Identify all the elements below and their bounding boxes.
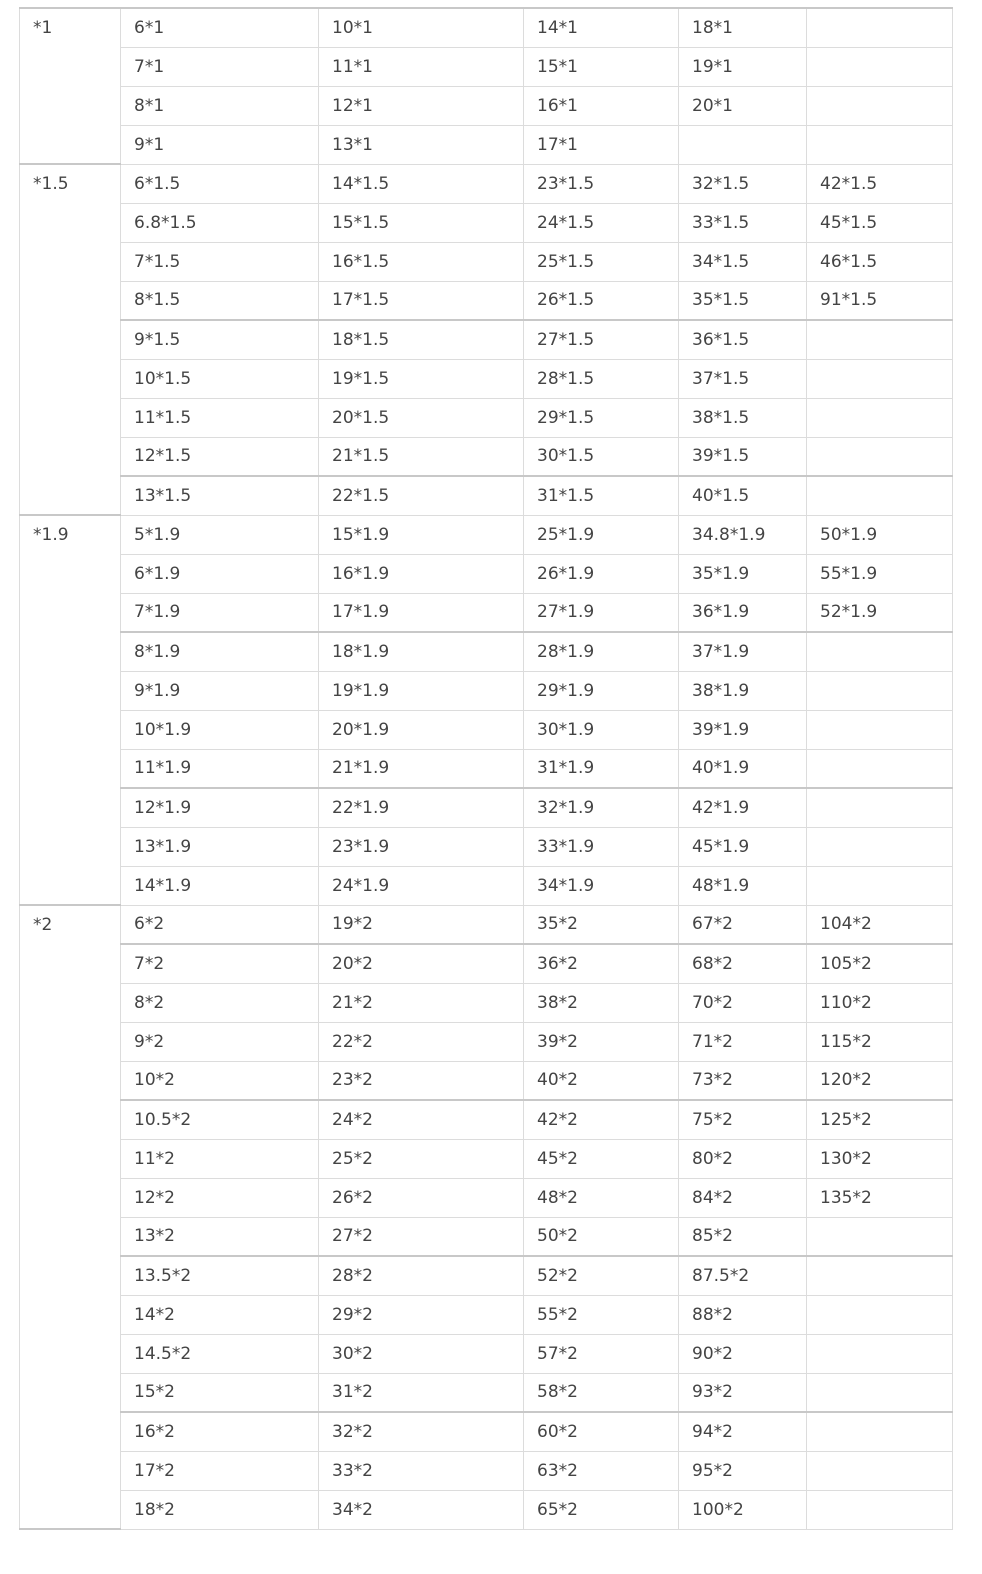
size-cell: 8*1.9 — [121, 632, 319, 671]
size-cell: 12*1 — [319, 86, 524, 125]
size-cell: 115*2 — [807, 1022, 953, 1061]
size-cell: 35*2 — [524, 905, 679, 944]
size-cell: 15*2 — [121, 1373, 319, 1412]
size-cell: 75*2 — [679, 1100, 807, 1139]
size-cell — [807, 1256, 953, 1295]
size-cell: 14*1 — [524, 8, 679, 47]
size-cell — [807, 788, 953, 827]
size-cell: 20*2 — [319, 944, 524, 983]
table-row — [20, 1256, 953, 1295]
size-cell: 40*1.9 — [679, 749, 807, 788]
size-cell: 6*1.9 — [121, 554, 319, 593]
size-cell: 6.8*1.5 — [121, 203, 319, 242]
size-cell: 60*2 — [524, 1412, 679, 1451]
size-cell: 29*1.5 — [524, 398, 679, 437]
size-cell: 55*1.9 — [807, 554, 953, 593]
size-cell: 48*1.9 — [679, 866, 807, 905]
size-cell: 13.5*2 — [121, 1256, 319, 1295]
size-cell: 28*1.5 — [524, 359, 679, 398]
size-cell: 26*1.9 — [524, 554, 679, 593]
size-cell: 32*2 — [319, 1412, 524, 1451]
size-cell: 18*1.9 — [319, 632, 524, 671]
size-cell: 22*1.9 — [319, 788, 524, 827]
size-cell: 125*2 — [807, 1100, 953, 1139]
size-cell: 10*1.5 — [121, 359, 319, 398]
group-label-cell: *1.5 — [20, 164, 121, 515]
size-cell — [679, 125, 807, 164]
size-cell: 17*1 — [524, 125, 679, 164]
size-cell — [807, 1295, 953, 1334]
size-cell: 105*2 — [807, 944, 953, 983]
size-cell: 31*2 — [319, 1373, 524, 1412]
size-cell: 17*1.9 — [319, 593, 524, 632]
table-row — [20, 398, 953, 437]
size-table — [19, 7, 953, 1530]
size-cell — [807, 632, 953, 671]
size-cell: 85*2 — [679, 1217, 807, 1256]
size-cell: 33*1.9 — [524, 827, 679, 866]
size-cell: 15*1.5 — [319, 203, 524, 242]
table-row — [20, 944, 953, 983]
size-cell: 20*1 — [679, 86, 807, 125]
size-cell: 46*1.5 — [807, 242, 953, 281]
size-cell: 73*2 — [679, 1061, 807, 1100]
size-cell: 15*1.9 — [319, 515, 524, 554]
size-cell: 31*1.9 — [524, 749, 679, 788]
size-cell: 19*1.5 — [319, 359, 524, 398]
size-cell — [807, 1373, 953, 1412]
table-row — [20, 749, 953, 788]
size-cell: 58*2 — [524, 1373, 679, 1412]
size-cell: 19*1.9 — [319, 671, 524, 710]
size-cell: 65*2 — [524, 1490, 679, 1529]
size-cell: 21*2 — [319, 983, 524, 1022]
size-cell: 35*1.5 — [679, 281, 807, 320]
size-cell: 71*2 — [679, 1022, 807, 1061]
size-cell — [807, 47, 953, 86]
size-cell: 26*2 — [319, 1178, 524, 1217]
size-cell: 12*2 — [121, 1178, 319, 1217]
size-cell: 16*1 — [524, 86, 679, 125]
size-cell: 7*1 — [121, 47, 319, 86]
size-cell: 55*2 — [524, 1295, 679, 1334]
size-table-body — [20, 8, 953, 1529]
size-cell: 25*1.5 — [524, 242, 679, 281]
size-cell: 13*1.9 — [121, 827, 319, 866]
table-row — [20, 1178, 953, 1217]
size-cell: 7*2 — [121, 944, 319, 983]
size-cell: 30*1.5 — [524, 437, 679, 476]
size-cell — [807, 476, 953, 515]
size-cell: 26*1.5 — [524, 281, 679, 320]
size-cell: 57*2 — [524, 1334, 679, 1373]
size-cell: 16*1.5 — [319, 242, 524, 281]
size-cell: 14.5*2 — [121, 1334, 319, 1373]
size-cell: 34*1.9 — [524, 866, 679, 905]
size-cell: 18*1.5 — [319, 320, 524, 359]
size-cell: 9*1.5 — [121, 320, 319, 359]
size-cell: 94*2 — [679, 1412, 807, 1451]
size-cell: 67*2 — [679, 905, 807, 944]
size-cell — [807, 125, 953, 164]
size-cell: 34.8*1.9 — [679, 515, 807, 554]
size-cell: 30*2 — [319, 1334, 524, 1373]
size-cell: 24*2 — [319, 1100, 524, 1139]
table-row — [20, 437, 953, 476]
size-cell: 32*1.5 — [679, 164, 807, 203]
size-cell: 40*1.5 — [679, 476, 807, 515]
size-cell: 36*2 — [524, 944, 679, 983]
size-cell: 11*1 — [319, 47, 524, 86]
table-row — [20, 671, 953, 710]
size-cell: 38*1.5 — [679, 398, 807, 437]
size-cell: 130*2 — [807, 1139, 953, 1178]
size-cell: 42*2 — [524, 1100, 679, 1139]
size-cell: 23*1.5 — [524, 164, 679, 203]
size-cell — [807, 1490, 953, 1529]
table-row — [20, 788, 953, 827]
size-cell: 34*1.5 — [679, 242, 807, 281]
size-cell: 39*2 — [524, 1022, 679, 1061]
size-cell: 14*1.5 — [319, 164, 524, 203]
size-cell: 45*1.5 — [807, 203, 953, 242]
size-cell: 48*2 — [524, 1178, 679, 1217]
size-cell: 11*1.9 — [121, 749, 319, 788]
table-row — [20, 1022, 953, 1061]
table-row — [20, 1139, 953, 1178]
size-cell: 9*2 — [121, 1022, 319, 1061]
size-cell: 50*1.9 — [807, 515, 953, 554]
size-cell: 39*1.9 — [679, 710, 807, 749]
size-cell: 18*2 — [121, 1490, 319, 1529]
size-cell: 95*2 — [679, 1451, 807, 1490]
size-cell: 25*2 — [319, 1139, 524, 1178]
size-cell: 42*1.5 — [807, 164, 953, 203]
size-cell: 84*2 — [679, 1178, 807, 1217]
size-cell — [807, 86, 953, 125]
size-cell: 12*1.5 — [121, 437, 319, 476]
table-row — [20, 905, 953, 944]
table-row — [20, 476, 953, 515]
size-cell — [807, 398, 953, 437]
size-cell: 14*2 — [121, 1295, 319, 1334]
size-cell — [807, 1412, 953, 1451]
size-cell: 90*2 — [679, 1334, 807, 1373]
table-row — [20, 359, 953, 398]
size-cell: 18*1 — [679, 8, 807, 47]
size-cell: 50*2 — [524, 1217, 679, 1256]
table-row — [20, 866, 953, 905]
size-cell: 88*2 — [679, 1295, 807, 1334]
size-cell: 29*2 — [319, 1295, 524, 1334]
size-cell: 8*1.5 — [121, 281, 319, 320]
size-cell: 16*2 — [121, 1412, 319, 1451]
size-cell: 9*1.9 — [121, 671, 319, 710]
size-cell: 19*2 — [319, 905, 524, 944]
size-cell — [807, 8, 953, 47]
table-row — [20, 1334, 953, 1373]
size-cell: 13*1.5 — [121, 476, 319, 515]
size-cell: 33*1.5 — [679, 203, 807, 242]
size-cell: 28*1.9 — [524, 632, 679, 671]
size-cell: 36*1.9 — [679, 593, 807, 632]
table-row — [20, 320, 953, 359]
size-cell: 7*1.9 — [121, 593, 319, 632]
table-row — [20, 164, 953, 203]
size-cell: 87.5*2 — [679, 1256, 807, 1295]
size-cell: 52*2 — [524, 1256, 679, 1295]
size-cell: 27*2 — [319, 1217, 524, 1256]
size-cell — [807, 437, 953, 476]
table-row — [20, 1217, 953, 1256]
size-cell — [807, 359, 953, 398]
size-cell: 22*2 — [319, 1022, 524, 1061]
size-cell: 70*2 — [679, 983, 807, 1022]
table-row — [20, 593, 953, 632]
size-cell: 14*1.9 — [121, 866, 319, 905]
table-row — [20, 281, 953, 320]
size-cell: 39*1.5 — [679, 437, 807, 476]
table-row — [20, 983, 953, 1022]
size-cell: 11*1.5 — [121, 398, 319, 437]
table-row — [20, 1373, 953, 1412]
size-cell — [807, 749, 953, 788]
table-row — [20, 203, 953, 242]
size-cell — [807, 1334, 953, 1373]
size-cell: 6*2 — [121, 905, 319, 944]
size-cell: 16*1.9 — [319, 554, 524, 593]
size-cell: 34*2 — [319, 1490, 524, 1529]
size-cell: 33*2 — [319, 1451, 524, 1490]
size-cell — [807, 866, 953, 905]
size-cell: 17*2 — [121, 1451, 319, 1490]
size-cell: 31*1.5 — [524, 476, 679, 515]
table-row — [20, 554, 953, 593]
size-cell: 10*1 — [319, 8, 524, 47]
size-cell: 91*1.5 — [807, 281, 953, 320]
size-cell: 10*2 — [121, 1061, 319, 1100]
size-cell: 15*1 — [524, 47, 679, 86]
table-row — [20, 827, 953, 866]
table-row — [20, 1061, 953, 1100]
size-cell: 23*2 — [319, 1061, 524, 1100]
size-cell: 11*2 — [121, 1139, 319, 1178]
size-cell: 13*2 — [121, 1217, 319, 1256]
size-cell: 52*1.9 — [807, 593, 953, 632]
table-row — [20, 1412, 953, 1451]
size-cell: 37*1.9 — [679, 632, 807, 671]
size-cell: 110*2 — [807, 983, 953, 1022]
size-cell — [807, 671, 953, 710]
size-cell — [807, 1217, 953, 1256]
size-cell: 6*1.5 — [121, 164, 319, 203]
size-cell: 38*2 — [524, 983, 679, 1022]
size-cell: 29*1.9 — [524, 671, 679, 710]
size-cell — [807, 827, 953, 866]
size-cell: 100*2 — [679, 1490, 807, 1529]
size-cell: 7*1.5 — [121, 242, 319, 281]
size-cell: 28*2 — [319, 1256, 524, 1295]
table-row — [20, 515, 953, 554]
group-label-cell: *1 — [20, 8, 121, 164]
size-cell: 40*2 — [524, 1061, 679, 1100]
group-label-cell: *1.9 — [20, 515, 121, 905]
group-label-cell: *2 — [20, 905, 121, 1529]
size-cell: 37*1.5 — [679, 359, 807, 398]
size-cell: 45*2 — [524, 1139, 679, 1178]
size-cell: 12*1.9 — [121, 788, 319, 827]
size-cell: 38*1.9 — [679, 671, 807, 710]
size-cell: 27*1.9 — [524, 593, 679, 632]
size-cell: 17*1.5 — [319, 281, 524, 320]
size-cell: 5*1.9 — [121, 515, 319, 554]
table-row — [20, 86, 953, 125]
size-cell — [807, 1451, 953, 1490]
table-row — [20, 8, 953, 47]
size-cell: 24*1.9 — [319, 866, 524, 905]
size-cell: 22*1.5 — [319, 476, 524, 515]
size-cell: 63*2 — [524, 1451, 679, 1490]
size-cell: 21*1.9 — [319, 749, 524, 788]
size-cell: 35*1.9 — [679, 554, 807, 593]
size-cell: 10*1.9 — [121, 710, 319, 749]
size-cell: 68*2 — [679, 944, 807, 983]
size-cell: 104*2 — [807, 905, 953, 944]
table-row — [20, 242, 953, 281]
size-cell: 24*1.5 — [524, 203, 679, 242]
table-row — [20, 1100, 953, 1139]
size-cell: 8*2 — [121, 983, 319, 1022]
size-cell: 42*1.9 — [679, 788, 807, 827]
size-cell: 25*1.9 — [524, 515, 679, 554]
table-row — [20, 47, 953, 86]
size-cell — [807, 320, 953, 359]
size-cell: 80*2 — [679, 1139, 807, 1178]
table-row — [20, 710, 953, 749]
size-cell: 32*1.9 — [524, 788, 679, 827]
size-cell: 45*1.9 — [679, 827, 807, 866]
table-row — [20, 1451, 953, 1490]
size-cell: 23*1.9 — [319, 827, 524, 866]
size-cell: 9*1 — [121, 125, 319, 164]
size-cell: 8*1 — [121, 86, 319, 125]
size-cell: 135*2 — [807, 1178, 953, 1217]
size-cell — [807, 710, 953, 749]
size-cell: 6*1 — [121, 8, 319, 47]
table-row — [20, 632, 953, 671]
table-row — [20, 125, 953, 164]
size-cell: 36*1.5 — [679, 320, 807, 359]
size-cell: 30*1.9 — [524, 710, 679, 749]
size-cell: 13*1 — [319, 125, 524, 164]
size-cell: 21*1.5 — [319, 437, 524, 476]
table-row — [20, 1490, 953, 1529]
size-cell: 27*1.5 — [524, 320, 679, 359]
size-cell: 20*1.9 — [319, 710, 524, 749]
size-cell: 20*1.5 — [319, 398, 524, 437]
size-cell: 120*2 — [807, 1061, 953, 1100]
size-cell: 10.5*2 — [121, 1100, 319, 1139]
table-row — [20, 1295, 953, 1334]
size-cell: 19*1 — [679, 47, 807, 86]
size-cell: 93*2 — [679, 1373, 807, 1412]
